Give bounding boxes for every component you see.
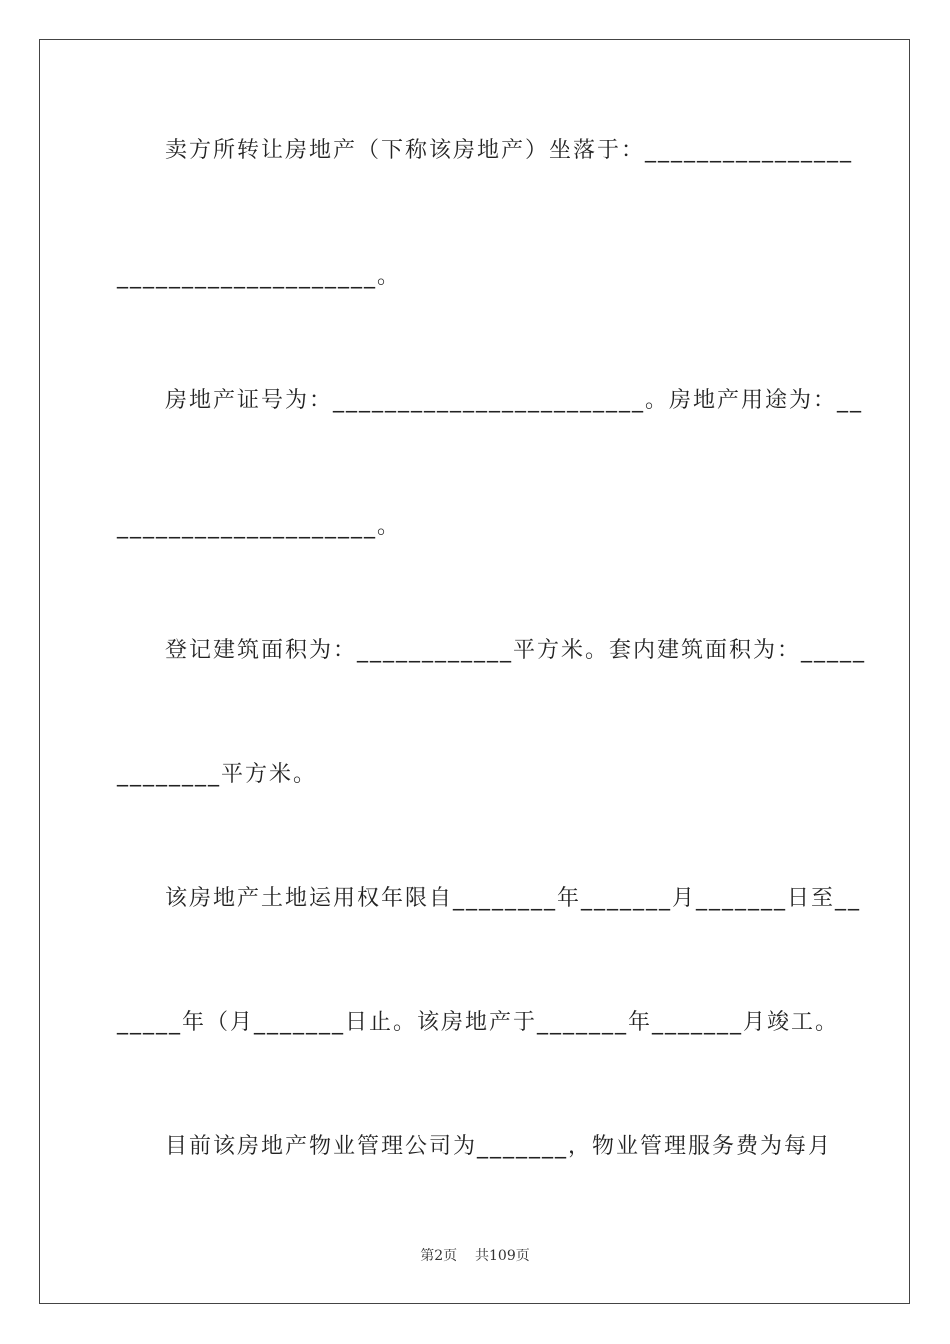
text-line-3: 房地产证号为：________________________。房地产用途为：__ bbox=[165, 388, 864, 413]
text-line-1: 卖方所转让房地产（下称该房地产）坐落于：________________ bbox=[165, 138, 854, 163]
page-number: 第2页 bbox=[420, 1248, 458, 1264]
text-line-8: _____年（月_______日止。该房地产于_______年_______月竣工。 bbox=[117, 1010, 840, 1035]
page-total: 共109页 bbox=[475, 1248, 530, 1264]
text-line-2: ____________________。 bbox=[117, 264, 402, 289]
text-line-7: 该房地产土地运用权年限自________年_______月_______日至__ bbox=[165, 886, 862, 911]
text-line-6: ________平方米。 bbox=[117, 762, 318, 787]
text-line-9: 目前该房地产物业管理公司为_______，物业管理服务费为每月 bbox=[165, 1134, 833, 1159]
text-line-4: ____________________。 bbox=[117, 514, 402, 539]
text-line-5: 登记建筑面积为：____________平方米。套内建筑面积为：_____ bbox=[165, 638, 867, 663]
page-footer bbox=[0, 1245, 950, 1265]
page-border bbox=[39, 39, 910, 1304]
